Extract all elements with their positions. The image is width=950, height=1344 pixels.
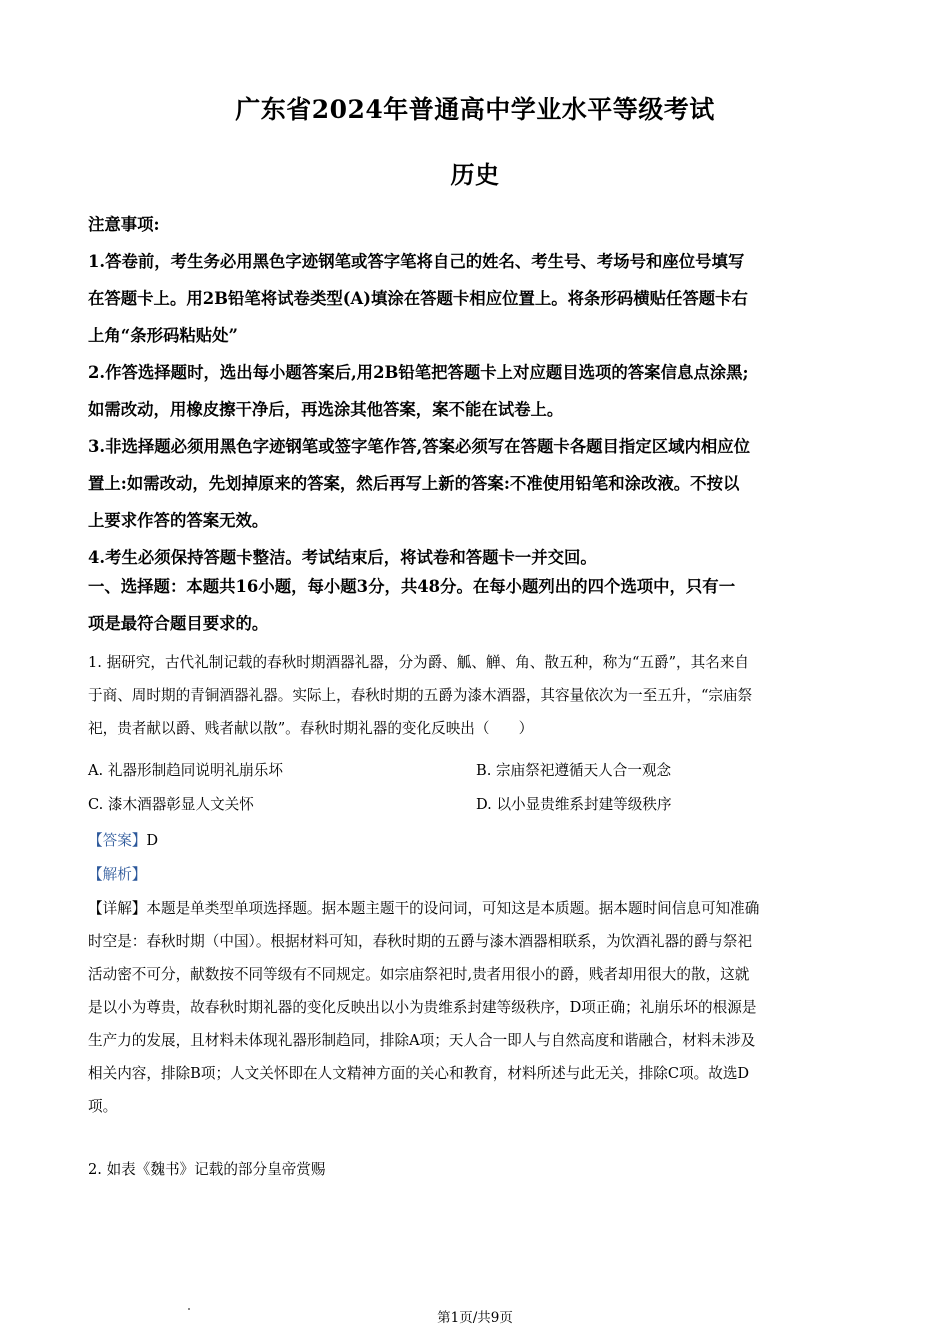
- detail-line: [88, 892, 863, 925]
- page-number: 第1页/共9页: [437, 1310, 513, 1326]
- detail-explanation: [88, 892, 863, 1123]
- notice-line: 在答题卡上。用2B铅笔将试卷类型(A)填涂在答题卡相应位置上。将条形码横贴任答题卡右: [88, 289, 748, 308]
- detail-line: 活动密不可分，献数按不同等级有不同规定。如宗庙祭祀时,贵者用很小的爵，贱者却用很大的散，这就: [88, 966, 750, 983]
- section-line: 项是最符合题目要求的。: [88, 614, 269, 633]
- question-1-options: [88, 754, 863, 822]
- question-1-stem: [88, 646, 863, 745]
- question-line: 2. 如表《魏书》记载的部分皇帝赏赐: [88, 1161, 326, 1178]
- section-line: 一、选择题：本题共16小题，每小题3分，共48分。在每小题列出的四个选项中，只有一: [88, 577, 736, 596]
- answer-line: [88, 824, 863, 858]
- detail-line: 项。: [88, 1098, 118, 1115]
- detail-line: 相关内容，排除B项；人文关怀即在人文精神方面的关心和教育，材料所述与此无关，排除C项。故选D: [88, 1065, 750, 1082]
- option-a: A. 礼器形制趋同说明礼崩乐坏: [88, 762, 283, 779]
- detail-line: 是以小为尊贵，故春秋时期礼器的变化反映出以小为贵维系封建等级秩序，D项正确；礼崩乐坏的根源是: [88, 999, 757, 1016]
- option-row: [88, 788, 863, 822]
- option-row: [88, 754, 863, 788]
- detail-text: 本题是单类型单项选择题。据本题主题干的设问词，可知这是本质题。据本题时间信息可知准确: [146, 900, 760, 917]
- notice-heading: 注意事项:: [88, 215, 160, 234]
- question-line: 1. 据研究，古代礼制记载的春秋时期酒器礼器，分为爵、觚、觯、角、散五种，称为“五爵”，其名来自: [88, 654, 750, 671]
- analysis-tag: 【解析】: [88, 866, 147, 883]
- notice-line: 上角“条形码粘贴处”: [88, 326, 238, 345]
- option-c: C. 漆木酒器彰显人文关怀: [88, 796, 254, 813]
- answer-block: [88, 824, 863, 892]
- question-line: 于商、周时期的青铜酒器礼器。实际上，春秋时期的五爵为漆木酒器，其容量依次为一至五升，“宗庙祭: [88, 687, 753, 704]
- question-line: 祀，贵者献以爵、贱者献以散”。春秋时期礼器的变化反映出（ ）: [88, 720, 534, 737]
- exam-title: 广东省2024年普通高中学业水平等级考试: [235, 95, 715, 124]
- question-2-stem: [88, 1153, 863, 1186]
- detail-tag: 【详解】: [88, 900, 147, 917]
- detail-line: 时空是：春秋时期（中国）。根据材料可知，春秋时期的五爵与漆木酒器相联系，为饮酒礼器的爵与祭祀: [88, 933, 753, 950]
- section-heading: [88, 568, 863, 642]
- answer-value: D: [146, 832, 159, 849]
- notice-section: [88, 206, 863, 576]
- notice-line: 上要求作答的答案无效。: [88, 511, 269, 530]
- notice-line: 置上:如需改动，先划掉原来的答案，然后再写上新的答案:不准使用铅笔和涂改液。不按以: [88, 474, 740, 493]
- notice-line: 2.作答选择题时，选出每小题答案后,用2B铅笔把答题卡上对应题目选项的答案信息点涂黑;: [88, 363, 749, 382]
- option-d: D. 以小显贵维系封建等级秩序: [476, 796, 672, 813]
- notice-line: 3.非选择题必须用黑色字迹钢笔或签字笔作答,答案必须写在答题卡各题目指定区域内相应位: [88, 437, 751, 456]
- notice-line: 4.考生必须保持答题卡整洁。考试结束后，将试卷和答题卡一并交回。: [88, 548, 597, 567]
- answer-tag: 【答案】: [88, 832, 147, 849]
- subject-title: 历史: [450, 160, 500, 189]
- option-b: B. 宗庙祭祀遵循天人合一观念: [476, 762, 672, 779]
- notice-line: 1.答卷前，考生务必用黑色字迹钢笔或答字笔将自己的姓名、考生号、考场号和座位号填写: [88, 252, 745, 271]
- analysis-line: [88, 858, 863, 892]
- notice-line: 如需改动，用橡皮擦干净后，再选涂其他答案，案不能在试卷上。: [88, 400, 564, 419]
- detail-line: 生产力的发展，且材料未体现礼器形制趋同，排除A项；天人合一即人与自然高度和谐融合，材料未涉及: [88, 1032, 756, 1049]
